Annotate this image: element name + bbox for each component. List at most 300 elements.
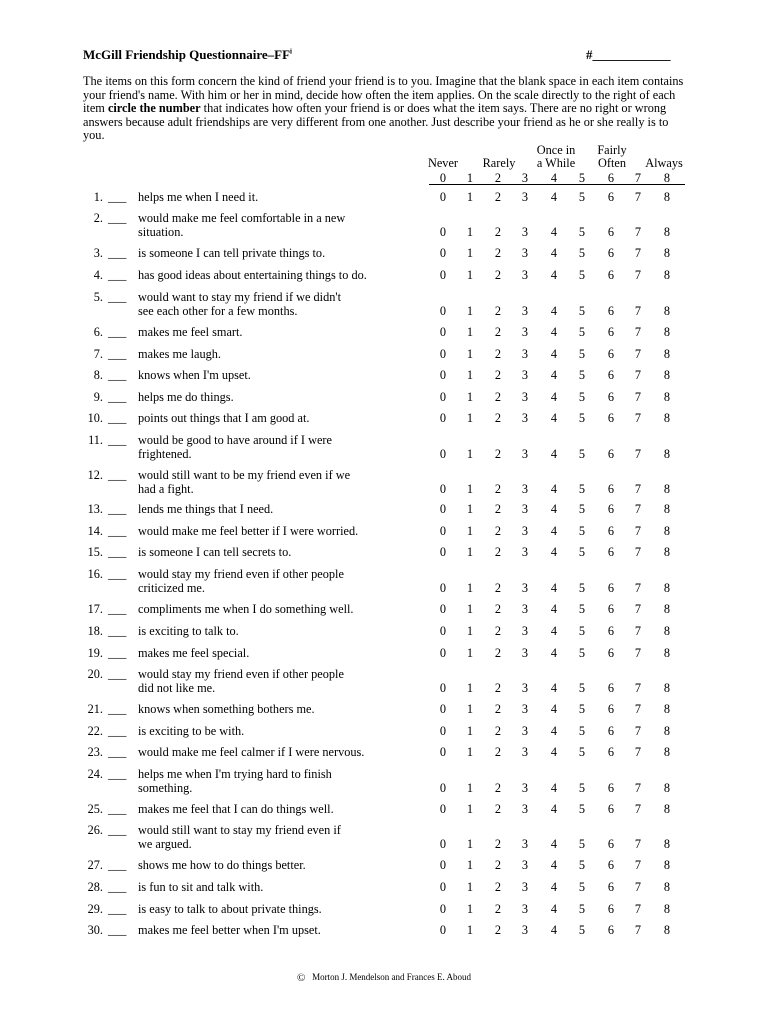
- rating-option-8[interactable]: 8: [663, 481, 671, 496]
- rating-option-1[interactable]: 1: [466, 580, 474, 595]
- rating-option-1[interactable]: 1: [466, 368, 474, 382]
- rating-option-3[interactable]: 3: [521, 268, 529, 282]
- rating-option-6[interactable]: 6: [607, 411, 615, 425]
- rating-option-0[interactable]: 0: [439, 580, 447, 595]
- rating-option-2[interactable]: 2: [494, 224, 502, 239]
- rating-option-6[interactable]: 6: [607, 802, 615, 816]
- item-text-line: would want to stay my friend if we didn't: [138, 290, 342, 304]
- rating-option-0[interactable]: 0: [439, 446, 447, 461]
- rating-option-3[interactable]: 3: [521, 368, 529, 382]
- item-number: 14.: [87, 524, 103, 538]
- rating-option-0[interactable]: 0: [439, 724, 447, 738]
- rating-option-4[interactable]: 4: [550, 836, 558, 851]
- item-text-line: makes me feel better when I'm upset.: [138, 923, 321, 937]
- rating-option-7[interactable]: 7: [634, 780, 642, 795]
- rating-option-2[interactable]: 2: [494, 702, 502, 716]
- rating-option-1[interactable]: 1: [466, 858, 474, 872]
- rating-option-2[interactable]: 2: [494, 836, 502, 851]
- rating-option-3[interactable]: 3: [521, 545, 529, 559]
- rating-option-7[interactable]: 7: [634, 902, 642, 916]
- rating-option-0[interactable]: 0: [439, 325, 447, 339]
- rating-option-5[interactable]: 5: [578, 880, 586, 894]
- rating-option-3[interactable]: 3: [521, 802, 529, 816]
- item-text: [138, 668, 418, 695]
- rating-option-6[interactable]: 6: [607, 190, 615, 204]
- rating-option-6[interactable]: 6: [607, 624, 615, 638]
- rating-option-1[interactable]: 1: [466, 923, 474, 937]
- rating-option-8[interactable]: 8: [663, 545, 671, 559]
- rating-option-2[interactable]: 2: [494, 303, 502, 318]
- friend-name-blank: ___: [108, 923, 127, 937]
- rating-option-3[interactable]: 3: [521, 646, 529, 660]
- rating-option-3[interactable]: 3: [521, 836, 529, 851]
- rating-option-5[interactable]: 5: [578, 923, 586, 937]
- friend-name-blank: ___: [108, 724, 127, 738]
- rating-option-5[interactable]: 5: [578, 303, 586, 318]
- rating-option-3[interactable]: 3: [521, 880, 529, 894]
- item-text-line: would stay my friend even if other people: [138, 667, 344, 681]
- rating-option-2[interactable]: 2: [494, 347, 502, 361]
- rating-option-7[interactable]: 7: [634, 624, 642, 638]
- rating-option-2[interactable]: 2: [494, 545, 502, 559]
- rating-option-8[interactable]: 8: [663, 646, 671, 660]
- rating-option-2[interactable]: 2: [494, 502, 502, 516]
- rating-option-4[interactable]: 4: [550, 580, 558, 595]
- friend-name-blank: ___: [108, 468, 127, 482]
- rating-option-8[interactable]: 8: [663, 268, 671, 282]
- rating-option-2[interactable]: 2: [494, 411, 502, 425]
- rating-option-1[interactable]: 1: [466, 325, 474, 339]
- rating-option-5[interactable]: 5: [578, 858, 586, 872]
- rating-option-7[interactable]: 7: [634, 646, 642, 660]
- rating-option-4[interactable]: 4: [550, 680, 558, 695]
- rating-option-7[interactable]: 7: [634, 745, 642, 759]
- item-text: [138, 269, 418, 283]
- rating-option-7[interactable]: 7: [634, 411, 642, 425]
- rating-option-8[interactable]: 8: [663, 923, 671, 937]
- rating-option-8[interactable]: 8: [663, 745, 671, 759]
- rating-option-0[interactable]: 0: [439, 880, 447, 894]
- rating-option-2[interactable]: 2: [494, 268, 502, 282]
- rating-option-4[interactable]: 4: [550, 246, 558, 260]
- rating-option-6[interactable]: 6: [607, 858, 615, 872]
- rating-option-6[interactable]: 6: [607, 224, 615, 239]
- rating-option-1[interactable]: 1: [466, 347, 474, 361]
- rating-option-0[interactable]: 0: [439, 858, 447, 872]
- rating-option-7[interactable]: 7: [634, 446, 642, 461]
- rating-option-4[interactable]: 4: [550, 545, 558, 559]
- rating-option-1[interactable]: 1: [466, 303, 474, 318]
- rating-option-1[interactable]: 1: [466, 224, 474, 239]
- rating-option-5[interactable]: 5: [578, 446, 586, 461]
- rating-option-3[interactable]: 3: [521, 303, 529, 318]
- rating-option-4[interactable]: 4: [550, 724, 558, 738]
- rating-option-1[interactable]: 1: [466, 724, 474, 738]
- rating-option-6[interactable]: 6: [607, 524, 615, 538]
- rating-option-4[interactable]: 4: [550, 368, 558, 382]
- rating-option-5[interactable]: 5: [578, 702, 586, 716]
- rating-option-4[interactable]: 4: [550, 880, 558, 894]
- scale-header-4: 4: [550, 171, 558, 185]
- rating-option-1[interactable]: 1: [466, 545, 474, 559]
- rating-option-0[interactable]: 0: [439, 802, 447, 816]
- rating-option-3[interactable]: 3: [521, 481, 529, 496]
- rating-option-8[interactable]: 8: [663, 325, 671, 339]
- rating-option-6[interactable]: 6: [607, 502, 615, 516]
- rating-option-4[interactable]: 4: [550, 858, 558, 872]
- rating-option-1[interactable]: 1: [466, 190, 474, 204]
- scale-anchor-rarely: Rarely: [482, 156, 516, 170]
- rating-option-4[interactable]: 4: [550, 268, 558, 282]
- rating-option-4[interactable]: 4: [550, 390, 558, 404]
- rating-option-5[interactable]: 5: [578, 646, 586, 660]
- rating-option-3[interactable]: 3: [521, 524, 529, 538]
- copyright-symbol: ©: [296, 972, 306, 984]
- rating-option-8[interactable]: 8: [663, 502, 671, 516]
- rating-option-6[interactable]: 6: [607, 580, 615, 595]
- rating-option-6[interactable]: 6: [607, 368, 615, 382]
- page-title: McGill Friendship Questionnaire–$FF^i$: [83, 47, 292, 62]
- rating-option-2[interactable]: 2: [494, 724, 502, 738]
- rating-option-8[interactable]: 8: [663, 858, 671, 872]
- rating-option-6[interactable]: 6: [607, 303, 615, 318]
- rating-option-5[interactable]: 5: [578, 836, 586, 851]
- rating-option-1[interactable]: 1: [466, 502, 474, 516]
- rating-option-0[interactable]: 0: [439, 702, 447, 716]
- rating-option-7[interactable]: 7: [634, 836, 642, 851]
- rating-option-4[interactable]: 4: [550, 802, 558, 816]
- rating-option-3[interactable]: 3: [521, 902, 529, 916]
- rating-option-0[interactable]: 0: [439, 745, 447, 759]
- rating-option-0[interactable]: 0: [439, 836, 447, 851]
- rating-option-3[interactable]: 3: [521, 411, 529, 425]
- rating-option-3[interactable]: 3: [521, 446, 529, 461]
- item-text: [138, 603, 418, 617]
- rating-option-0[interactable]: 0: [439, 246, 447, 260]
- rating-option-0[interactable]: 0: [439, 780, 447, 795]
- rating-option-7[interactable]: 7: [634, 368, 642, 382]
- item-text: [138, 725, 418, 739]
- rating-option-2[interactable]: 2: [494, 325, 502, 339]
- rating-option-2[interactable]: 2: [494, 368, 502, 382]
- rating-option-6[interactable]: 6: [607, 880, 615, 894]
- rating-option-4[interactable]: 4: [550, 502, 558, 516]
- rating-option-6[interactable]: 6: [607, 902, 615, 916]
- rating-option-3[interactable]: 3: [521, 390, 529, 404]
- rating-option-4[interactable]: 4: [550, 902, 558, 916]
- rating-option-7[interactable]: 7: [634, 802, 642, 816]
- rating-option-0[interactable]: 0: [439, 303, 447, 318]
- item-text: [138, 647, 418, 661]
- rating-option-5[interactable]: 5: [578, 502, 586, 516]
- rating-option-0[interactable]: 0: [439, 347, 447, 361]
- rating-option-3[interactable]: 3: [521, 347, 529, 361]
- rating-option-0[interactable]: 0: [439, 923, 447, 937]
- rating-option-6[interactable]: 6: [607, 268, 615, 282]
- rating-option-5[interactable]: 5: [578, 411, 586, 425]
- rating-option-0[interactable]: 0: [439, 602, 447, 616]
- rating-option-4[interactable]: 4: [550, 303, 558, 318]
- rating-option-1[interactable]: 1: [466, 745, 474, 759]
- rating-option-7[interactable]: 7: [634, 268, 642, 282]
- rating-option-8[interactable]: 8: [663, 680, 671, 695]
- rating-option-8[interactable]: 8: [663, 780, 671, 795]
- rating-option-6[interactable]: 6: [607, 602, 615, 616]
- rating-option-1[interactable]: 1: [466, 624, 474, 638]
- rating-option-8[interactable]: 8: [663, 390, 671, 404]
- rating-option-6[interactable]: 6: [607, 836, 615, 851]
- rating-option-2[interactable]: 2: [494, 190, 502, 204]
- rating-option-0[interactable]: 0: [439, 524, 447, 538]
- rating-option-7[interactable]: 7: [634, 224, 642, 239]
- rating-option-5[interactable]: 5: [578, 624, 586, 638]
- rating-option-7[interactable]: 7: [634, 580, 642, 595]
- rating-option-8[interactable]: 8: [663, 702, 671, 716]
- rating-option-7[interactable]: 7: [634, 680, 642, 695]
- rating-option-1[interactable]: 1: [466, 411, 474, 425]
- rating-option-7[interactable]: 7: [634, 190, 642, 204]
- rating-option-1[interactable]: 1: [466, 780, 474, 795]
- rating-option-8[interactable]: 8: [663, 836, 671, 851]
- rating-option-5[interactable]: 5: [578, 347, 586, 361]
- rating-option-1[interactable]: 1: [466, 246, 474, 260]
- rating-option-5[interactable]: 5: [578, 724, 586, 738]
- rating-option-8[interactable]: 8: [663, 347, 671, 361]
- rating-option-0[interactable]: 0: [439, 624, 447, 638]
- rating-option-0[interactable]: 0: [439, 481, 447, 496]
- rating-option-7[interactable]: 7: [634, 545, 642, 559]
- rating-option-3[interactable]: 3: [521, 745, 529, 759]
- rating-option-8[interactable]: 8: [663, 446, 671, 461]
- rating-option-6[interactable]: 6: [607, 702, 615, 716]
- rating-option-8[interactable]: 8: [663, 368, 671, 382]
- rating-option-5[interactable]: 5: [578, 580, 586, 595]
- participant-id-field[interactable]: #____________: [586, 47, 671, 62]
- rating-option-3[interactable]: 3: [521, 246, 529, 260]
- rating-option-3[interactable]: 3: [521, 724, 529, 738]
- rating-option-6[interactable]: 6: [607, 745, 615, 759]
- rating-option-7[interactable]: 7: [634, 858, 642, 872]
- rating-option-7[interactable]: 7: [634, 724, 642, 738]
- rating-option-2[interactable]: 2: [494, 481, 502, 496]
- rating-option-3[interactable]: 3: [521, 624, 529, 638]
- friend-name-blank: ___: [108, 545, 127, 559]
- rating-option-5[interactable]: 5: [578, 368, 586, 382]
- rating-option-7[interactable]: 7: [634, 246, 642, 260]
- rating-option-3[interactable]: 3: [521, 602, 529, 616]
- rating-option-4[interactable]: 4: [550, 602, 558, 616]
- rating-option-0[interactable]: 0: [439, 268, 447, 282]
- rating-option-3[interactable]: 3: [521, 325, 529, 339]
- rating-option-0[interactable]: 0: [439, 680, 447, 695]
- rating-option-8[interactable]: 8: [663, 524, 671, 538]
- rating-option-1[interactable]: 1: [466, 602, 474, 616]
- rating-option-8[interactable]: 8: [663, 190, 671, 204]
- rating-option-6[interactable]: 6: [607, 680, 615, 695]
- rating-option-2[interactable]: 2: [494, 802, 502, 816]
- rating-option-0[interactable]: 0: [439, 545, 447, 559]
- rating-option-6[interactable]: 6: [607, 325, 615, 339]
- item-number: 1.: [93, 190, 103, 204]
- rating-option-4[interactable]: 4: [550, 347, 558, 361]
- rating-option-2[interactable]: 2: [494, 524, 502, 538]
- rating-option-2[interactable]: 2: [494, 680, 502, 695]
- rating-option-1[interactable]: 1: [466, 902, 474, 916]
- rating-option-6[interactable]: 6: [607, 390, 615, 404]
- rating-option-2[interactable]: 2: [494, 390, 502, 404]
- rating-option-3[interactable]: 3: [521, 923, 529, 937]
- rating-option-7[interactable]: 7: [634, 502, 642, 516]
- rating-option-2[interactable]: 2: [494, 602, 502, 616]
- friend-name-blank: ___: [108, 823, 127, 837]
- rating-option-1[interactable]: 1: [466, 802, 474, 816]
- rating-option-8[interactable]: 8: [663, 580, 671, 595]
- rating-option-6[interactable]: 6: [607, 923, 615, 937]
- item-number: 5.: [93, 290, 103, 304]
- rating-option-7[interactable]: 7: [634, 602, 642, 616]
- rating-option-7[interactable]: 7: [634, 923, 642, 937]
- rating-option-4[interactable]: 4: [550, 923, 558, 937]
- rating-option-7[interactable]: 7: [634, 325, 642, 339]
- rating-option-5[interactable]: 5: [578, 224, 586, 239]
- rating-option-6[interactable]: 6: [607, 246, 615, 260]
- rating-option-3[interactable]: 3: [521, 580, 529, 595]
- rating-option-4[interactable]: 4: [550, 446, 558, 461]
- rating-option-8[interactable]: 8: [663, 246, 671, 260]
- rating-option-7[interactable]: 7: [634, 524, 642, 538]
- rating-option-2[interactable]: 2: [494, 446, 502, 461]
- rating-option-3[interactable]: 3: [521, 858, 529, 872]
- rating-option-5[interactable]: 5: [578, 745, 586, 759]
- rating-option-5[interactable]: 5: [578, 325, 586, 339]
- friend-name-blank: ___: [108, 858, 127, 872]
- rating-option-8[interactable]: 8: [663, 724, 671, 738]
- rating-option-7[interactable]: 7: [634, 390, 642, 404]
- rating-option-1[interactable]: 1: [466, 390, 474, 404]
- rating-option-0[interactable]: 0: [439, 502, 447, 516]
- rating-option-0[interactable]: 0: [439, 411, 447, 425]
- item-number: 24.: [87, 767, 103, 781]
- rating-option-1[interactable]: 1: [466, 836, 474, 851]
- rating-option-4[interactable]: 4: [550, 780, 558, 795]
- instructions-emphasis: circle the number: [107, 101, 201, 116]
- rating-option-3[interactable]: 3: [521, 502, 529, 516]
- item-text: [138, 746, 418, 760]
- rating-option-5[interactable]: 5: [578, 802, 586, 816]
- rating-option-1[interactable]: 1: [466, 524, 474, 538]
- rating-option-6[interactable]: 6: [607, 481, 615, 496]
- rating-option-3[interactable]: 3: [521, 224, 529, 239]
- rating-option-1[interactable]: 1: [466, 702, 474, 716]
- rating-option-2[interactable]: 2: [494, 624, 502, 638]
- rating-option-6[interactable]: 6: [607, 446, 615, 461]
- rating-option-5[interactable]: 5: [578, 602, 586, 616]
- rating-option-5[interactable]: 5: [578, 481, 586, 496]
- rating-option-5[interactable]: 5: [578, 902, 586, 916]
- rating-option-0[interactable]: 0: [439, 390, 447, 404]
- rating-option-0[interactable]: 0: [439, 646, 447, 660]
- rating-option-5[interactable]: 5: [578, 780, 586, 795]
- rating-option-8[interactable]: 8: [663, 802, 671, 816]
- rating-option-3[interactable]: 3: [521, 190, 529, 204]
- rating-option-1[interactable]: 1: [466, 880, 474, 894]
- rating-option-7[interactable]: 7: [634, 880, 642, 894]
- rating-option-5[interactable]: 5: [578, 524, 586, 538]
- rating-option-1[interactable]: 1: [466, 481, 474, 496]
- rating-option-3[interactable]: 3: [521, 680, 529, 695]
- rating-option-5[interactable]: 5: [578, 680, 586, 695]
- rating-option-1[interactable]: 1: [466, 680, 474, 695]
- rating-option-2[interactable]: 2: [494, 780, 502, 795]
- rating-option-0[interactable]: 0: [439, 368, 447, 382]
- item-text: [138, 503, 418, 517]
- rating-option-4[interactable]: 4: [550, 702, 558, 716]
- rating-option-7[interactable]: 7: [634, 303, 642, 318]
- rating-option-1[interactable]: 1: [466, 446, 474, 461]
- rating-option-4[interactable]: 4: [550, 190, 558, 204]
- item-text: [138, 369, 418, 383]
- rating-option-3[interactable]: 3: [521, 780, 529, 795]
- rating-option-2[interactable]: 2: [494, 580, 502, 595]
- rating-option-6[interactable]: 6: [607, 646, 615, 660]
- rating-option-1[interactable]: 1: [466, 646, 474, 660]
- item-number: 25.: [87, 802, 103, 816]
- rating-option-4[interactable]: 4: [550, 481, 558, 496]
- rating-option-2[interactable]: 2: [494, 923, 502, 937]
- rating-option-8[interactable]: 8: [663, 902, 671, 916]
- rating-option-7[interactable]: 7: [634, 702, 642, 716]
- rating-option-2[interactable]: 2: [494, 646, 502, 660]
- rating-option-0[interactable]: 0: [439, 190, 447, 204]
- rating-option-8[interactable]: 8: [663, 602, 671, 616]
- rating-option-0[interactable]: 0: [439, 902, 447, 916]
- rating-option-6[interactable]: 6: [607, 545, 615, 559]
- rating-option-5[interactable]: 5: [578, 246, 586, 260]
- rating-option-2[interactable]: 2: [494, 246, 502, 260]
- rating-option-4[interactable]: 4: [550, 325, 558, 339]
- rating-option-8[interactable]: 8: [663, 880, 671, 894]
- rating-option-8[interactable]: 8: [663, 303, 671, 318]
- rating-option-2[interactable]: 2: [494, 880, 502, 894]
- rating-option-2[interactable]: 2: [494, 902, 502, 916]
- rating-option-4[interactable]: 4: [550, 745, 558, 759]
- rating-option-2[interactable]: 2: [494, 745, 502, 759]
- rating-option-4[interactable]: 4: [550, 646, 558, 660]
- rating-option-6[interactable]: 6: [607, 724, 615, 738]
- rating-option-5[interactable]: 5: [578, 190, 586, 204]
- rating-option-5[interactable]: 5: [578, 390, 586, 404]
- item-text-line: helps me do things.: [138, 390, 234, 404]
- rating-option-1[interactable]: 1: [466, 268, 474, 282]
- rating-option-4[interactable]: 4: [550, 411, 558, 425]
- rating-option-5[interactable]: 5: [578, 268, 586, 282]
- rating-option-0[interactable]: 0: [439, 224, 447, 239]
- rating-option-4[interactable]: 4: [550, 224, 558, 239]
- rating-option-3[interactable]: 3: [521, 702, 529, 716]
- rating-option-2[interactable]: 2: [494, 858, 502, 872]
- rating-option-8[interactable]: 8: [663, 411, 671, 425]
- rating-option-7[interactable]: 7: [634, 347, 642, 361]
- rating-option-6[interactable]: 6: [607, 780, 615, 795]
- rating-option-4[interactable]: 4: [550, 624, 558, 638]
- rating-option-8[interactable]: 8: [663, 624, 671, 638]
- rating-option-8[interactable]: 8: [663, 224, 671, 239]
- rating-option-6[interactable]: 6: [607, 347, 615, 361]
- rating-option-4[interactable]: 4: [550, 524, 558, 538]
- item-number: 12.: [87, 468, 103, 482]
- rating-option-7[interactable]: 7: [634, 481, 642, 496]
- rating-option-5[interactable]: 5: [578, 545, 586, 559]
